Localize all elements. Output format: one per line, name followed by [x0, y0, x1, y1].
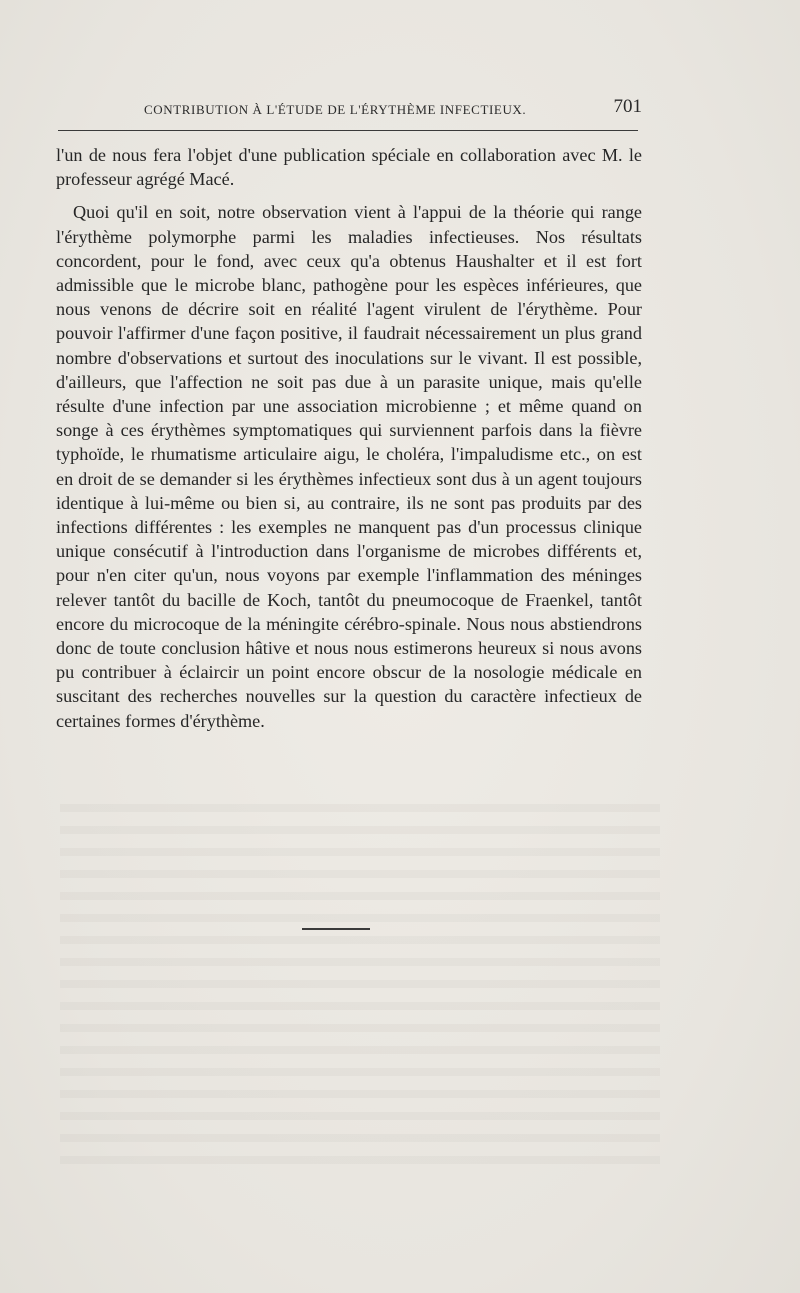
running-head [126, 98, 640, 122]
page-number: 701 [613, 96, 642, 117]
header-rule [58, 130, 638, 131]
running-title: CONTRIBUTION À L'ÉTUDE DE L'ÉRYTHÈME INFECTIEUX. [144, 102, 527, 117]
paragraph-conclusion: Quoi qu'il en soit, notre observation vient à l'appui de la théorie qui range l'érythème polymorphe parmi les maladies infectieuses. Nos résultats concordent, pour le fond, avec ceux qu'a obtenus Haushalter et il est fort admissible que le microbe blanc, pathogène pour les espèces inférieures, que nous venons de décrire soit en réalité l'agent virulent de l'érythème. Pour pouvoir l'affirmer d'une façon positive, il faudrait nécessairement un plus grand nombre d'observations et surtout des inoculations sur le vivant. Il est possible, d'ailleurs, que l'affection ne soit pas due à un parasite unique, mais qu'elle résulte d'une infection par une association microbienne ; et même quand on songe à ces érythèmes symptomatiques qui surviennent parfois dans la fièvre typhoïde, le rhumatisme articulaire aigu, le choléra, l'impaludisme etc., on est en droit de se demander si les érythèmes infectieux sont dus à un agent toujours identique à lui-même ou bien si, au contraire, ils ne sont pas produits par des infections différentes : les exemples ne manquent pas d'un processus clinique unique consécutif à l'introduction dans l'organisme de microbes différents et, pour n'en citer qu'un, nous voyons par exemple l'inflammation des méninges relever tantôt du bacille de Koch, tantôt du pneumocoque de Fraenkel, tantôt encore du microcoque de la méningite cérébro-spinale. Nous nous abstiendrons donc de toute conclusion hâtive et nous nous estimerons heureux si nous avons pu contribuer à éclaircir un point encore obscur de la nosologie médicale en suscitant des recherches nouvelles sur la question du caractère infectieux de certaines formes d'érythème. [56, 202, 642, 731]
end-of-article-rule [302, 928, 370, 930]
body-text [56, 143, 642, 733]
show-through-shadow [60, 790, 660, 1170]
paragraph-continued: l'un de nous fera l'objet d'une publication spéciale en collaboration avec M. le professeur agrégé Macé. [56, 145, 642, 190]
